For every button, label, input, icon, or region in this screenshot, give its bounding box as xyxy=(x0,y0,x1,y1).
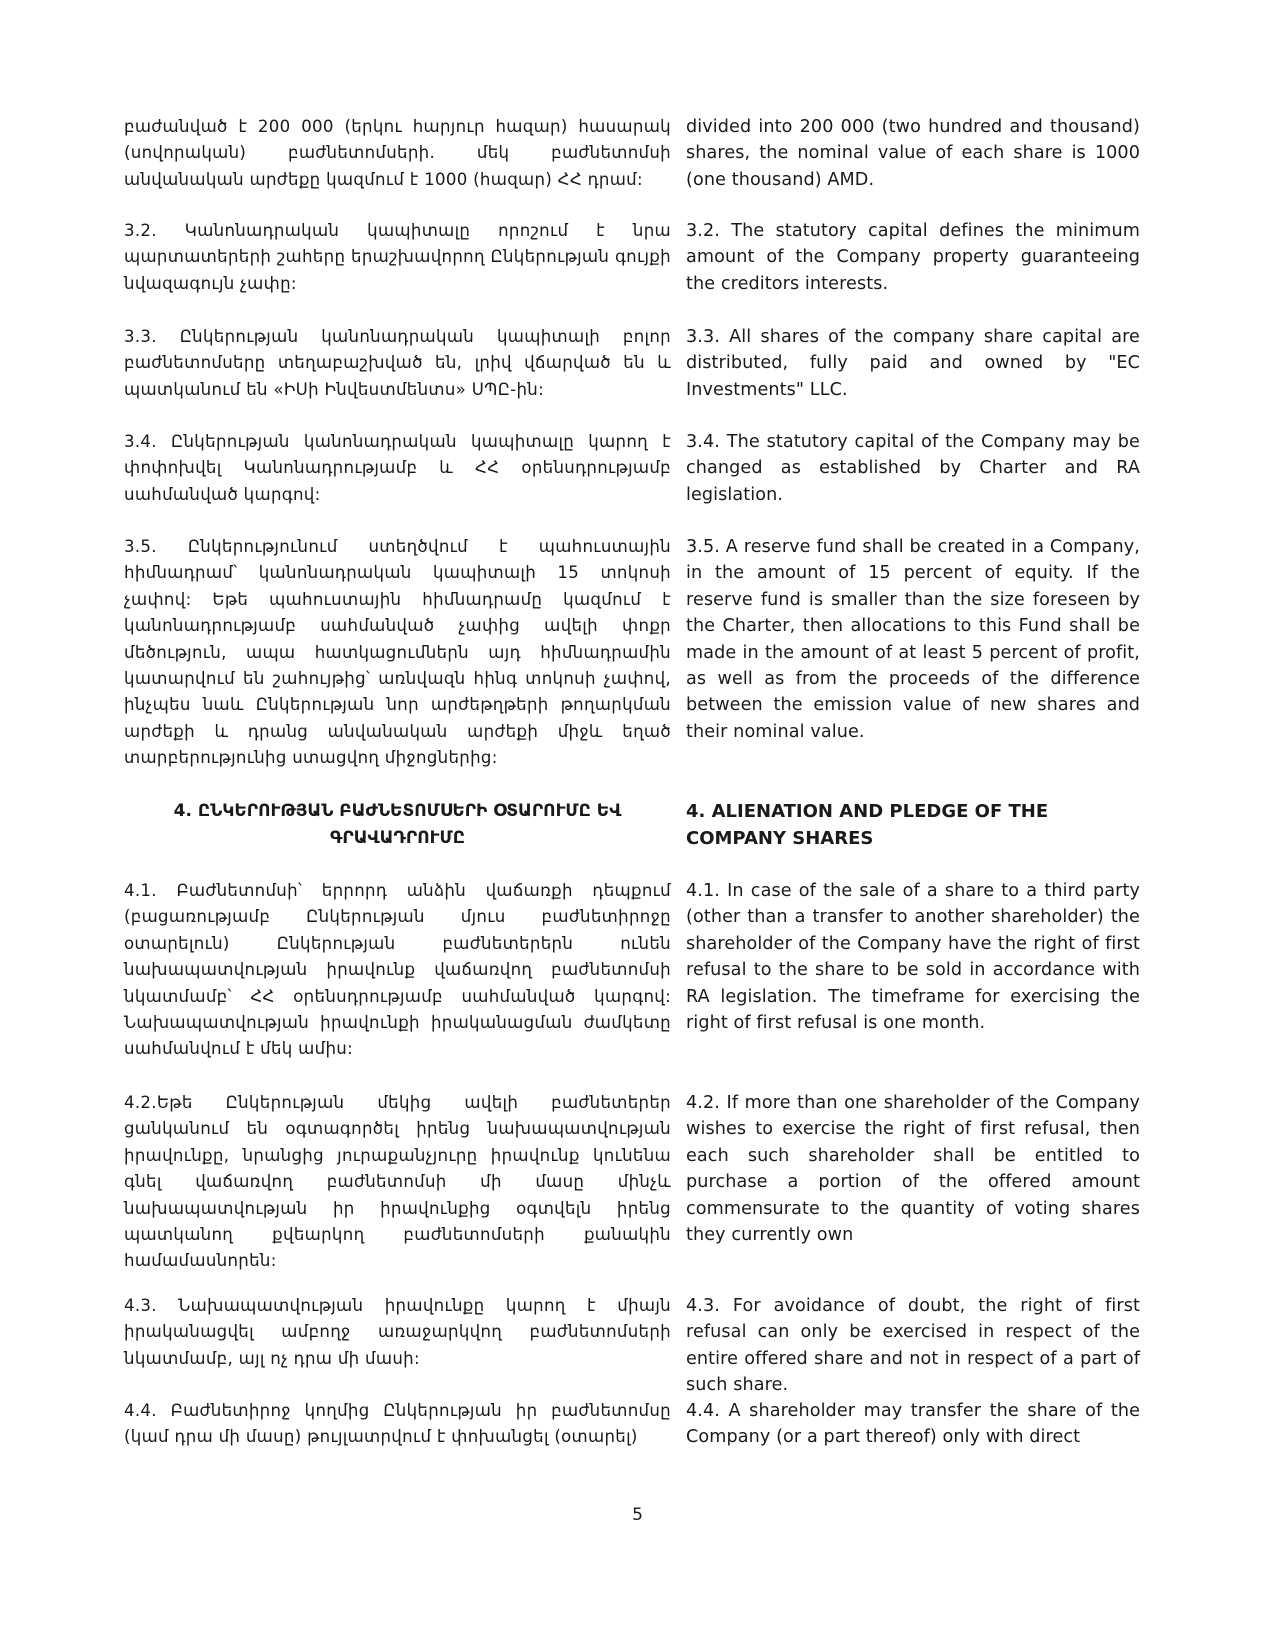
clause-text-armenian: 4.1. Բաժնետոմսի՝ երրորդ անձին վաճառքի դեպքում (բացառությամբ Ընկերության մյուս բաժնետիրոջը օտարելուն) Ընկերության բաժնետերերն ունեն նախապատվության իրավունք վաճառվող բաժնետոմսի նկատմամբ՝ ՀՀ օրենսդրությամբ սահմանված կարգով: Նախապատվության իրավունքի իրականացման ժամկետը սահմանվում է մեկ ամիս: xyxy=(124,881,671,1059)
clause-3-3 xyxy=(124,324,1140,403)
section-heading-armenian: 4. ԸՆԿԵՐՈՒԹՅԱՆ ԲԱԺՆԵՏՈՄՍԵՐԻ ՕՏԱՐՈՒՄԸ ԵՎ ԳՐԱՎԱԴՐՈՒՄԸ xyxy=(173,801,622,848)
clause-text-english: 3.3. All shares of the company share capital are distributed, fully paid and owned by "EC Investments" LLC. xyxy=(686,327,1140,400)
clause-text-english: 4.4. A shareholder may transfer the share of the Company (or a part thereof) only with direct xyxy=(686,1401,1140,1448)
clause-text-armenian: 3.4. Ընկերության կանոնադրական կապիտալը կարող է փոփոխվել Կանոնադրությամբ և ՀՀ օրենսդրությամբ սահմանված կարգով: xyxy=(124,432,671,504)
clause-4-3 xyxy=(124,1293,1140,1399)
clause-4-4 xyxy=(124,1398,1140,1451)
clause-text-english: 4.3. For avoidance of doubt, the right of first refusal can only be exercised in respect of the entire offered share and not in respect of a part of such share. xyxy=(686,1296,1140,1396)
clause-4-2 xyxy=(124,1090,1140,1275)
clause-3-1-continued xyxy=(124,114,1140,193)
section-heading-english: 4. ALIENATION AND PLEDGE OF THE COMPANY SHARES xyxy=(686,801,1049,849)
section-4-heading xyxy=(124,798,1140,852)
clause-text-armenian: 4.3. Նախապատվության իրավունքը կարող է միայն իրականացվել ամբողջ առաջարկվող բաժնետոմսերի նկատմամբ, այլ ոչ դրա մի մասի: xyxy=(124,1296,671,1368)
clause-text-armenian: 3.2. Կանոնադրական կապիտալը որոշում է նրա պարտատերերի շահերը երաշխավորող Ընկերության գույքի նվազագույն չափը: xyxy=(124,221,671,293)
clause-3-4 xyxy=(124,429,1140,508)
clause-text-english: 3.4. The statutory capital of the Company may be changed as established by Charter and RA legislation. xyxy=(686,432,1140,505)
clause-text-english: divided into 200 000 (two hundred and thousand) shares, the nominal value of each share is 1000 (one thousand) AMD. xyxy=(686,117,1140,190)
clause-4-1 xyxy=(124,878,1140,1063)
clause-3-5 xyxy=(124,534,1140,772)
clause-text-armenian: 4.2.Եթե Ընկերության մեկից ավելի բաժնետերեր ցանկանում են օգտագործել իրենց նախապատվության իրավունքը, նրանցից յուրաքանչյուրը իրավունք կունենա գնել վաճառվող բաժնետոմսի մի մասը մինչև նախապատվության իր իրավունքից օգտվելն իրենց պատկանող քվեարկող բաժնետոմսերի քանակին համամասնորեն: xyxy=(124,1093,671,1271)
clause-text-english: 4.2. If more than one shareholder of the Company wishes to exercise the right of first refusal, then each such shareholder shall be entitled to purchase a portion of the offered amount commensurate to the quantity of voting shares they currently own xyxy=(686,1093,1140,1246)
clause-text-armenian: բաժանված է 200 000 (երկու հարյուր հազար) հասարակ (սովորական) բաժնետոմսերի. մեկ բաժնետոմսի անվանական արժեքը կազմում է 1000 (հազար) ՀՀ դրամ: xyxy=(124,117,671,189)
page-number: 5 xyxy=(632,1505,643,1525)
clause-text-english: 3.5. A reserve fund shall be created in a Company, in the amount of 15 percent of equity. If the reserve fund is smaller than the size foreseen by the Charter, then allocations to this Fund shall be made in the amount of at least 5 percent of profit, as well as from the proceeds of the difference between the emission value of new shares and their nominal value. xyxy=(686,537,1140,742)
clause-text-english: 3.2. The statutory capital defines the minimum amount of the Company property guaranteeing the creditors interests. xyxy=(686,221,1140,294)
clause-3-2 xyxy=(124,218,1140,297)
clause-text-armenian: 3.5. Ընկերությունում ստեղծվում է պահուստային հիմնադրամ՝ կանոնադրական կապիտալի 15 տոկոսի չափով: Եթե պահուստային հիմնադրամը կազմում է կանոնադրությամբ սահմանված չափից ավելի փոքր մեծություն, ապա հատկացումներն այդ հիմնադրամին կատարվում են շահույթից՝ առնվազն հինգ տոկոսի չափով, ինչպես նաև Ընկերության նոր արժեթղթերի թողարկման արժեքի և դրանց անվանական արժեքի միջև եղած տարբերությունից ստացվող միջոցներից: xyxy=(124,537,671,768)
clause-text-armenian: 4.4. Բաժնետիրոջ կողմից Ընկերության իր բաժնետոմսը (կամ դրա մի մասը) թույլատրվում է փոխանցել (օտարել) xyxy=(124,1401,671,1447)
clause-text-english: 4.1. In case of the sale of a share to a third party (other than a transfer to another shareholder) the shareholder of the Company have the right of first refusal to the share to be sold in accordance with RA legislation. The timeframe for exercising the right of first refusal is one month. xyxy=(686,881,1140,1034)
clause-text-armenian: 3.3. Ընկերության կանոնադրական կապիտալի բոլոր բաժնետոմսերը տեղաբաշխված են, լրիվ վճարված են և պատկանում են «ԻՍի Ինվեստմենտս» ՍՊԸ-ին: xyxy=(124,327,671,399)
